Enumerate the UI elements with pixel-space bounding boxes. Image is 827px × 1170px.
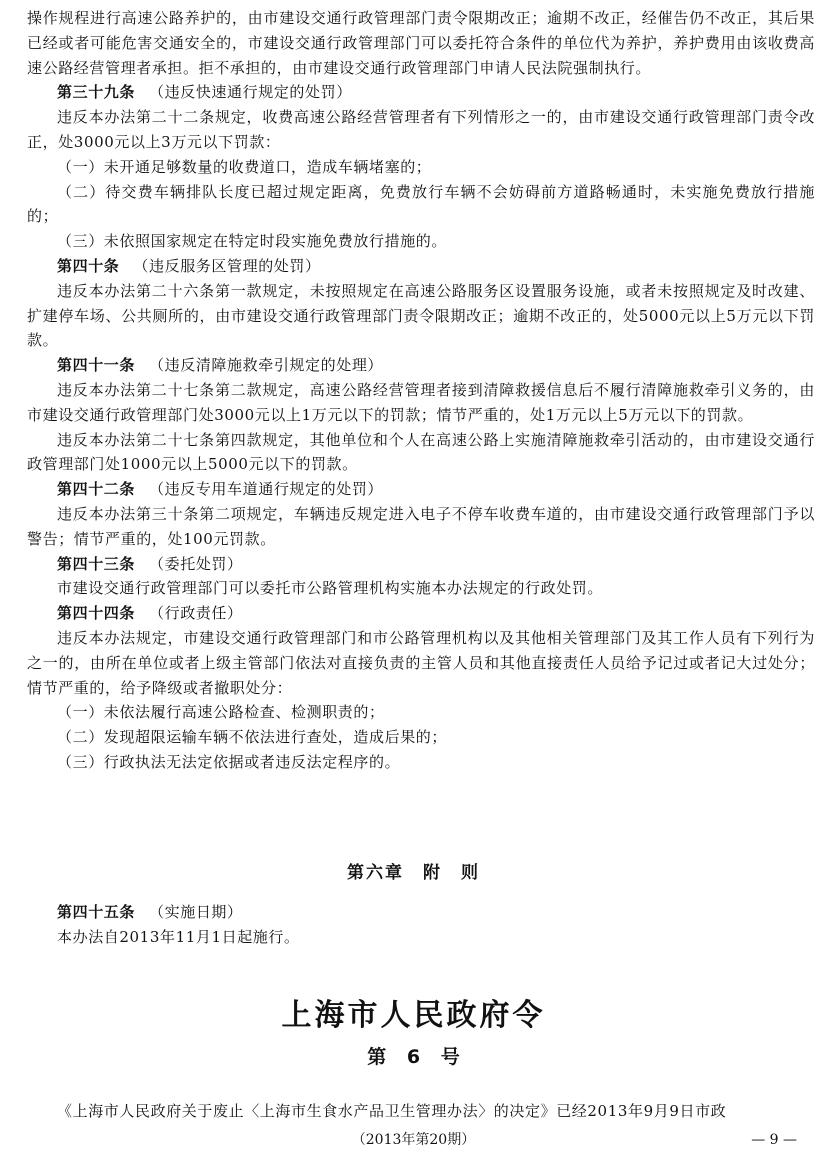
- article-heading: [27, 477, 815, 502]
- article-heading: [27, 900, 815, 925]
- article-number: 第四十二条: [57, 480, 136, 499]
- article-number: 第三十九条: [57, 83, 136, 102]
- issue-number: （2013年第20期）: [351, 1132, 476, 1148]
- article-paragraph: 违反本办法规定，市建设交通行政管理部门和市公路管理机构以及其他相关管理部门及其工作人员有下列行为之一的，由所在单位或者上级主管部门依法对直接负责的主管人员和其他直接责任人员给予记过或者记大过处分；情节严重的，给予降级或者撤职处分：: [27, 628, 815, 697]
- intro-paragraph: 操作规程进行高速公路养护的，由市建设交通行政管理部门责令限期改正；逾期不改正，经催告仍不改正，其后果已经或者可能危害交通安全的，市建设交通行政管理部门可以委托符合条件的单位代为养护，养护费用由该收费高速公路经营管理者承担。拒不承担的，由市建设交通行政管理部门申请人民法院强制执行。: [27, 9, 815, 77]
- article-title: （违反专用车道通行规定的处罚）: [149, 480, 384, 499]
- article-number: 第四十条: [57, 256, 120, 275]
- article-paragraph: 违反本办法第二十七条第四款规定，其他单位和个人在高速公路上实施清障施救牵引活动的，由市建设交通行政管理部门处1000元以上5000元以下的罚款。: [27, 430, 815, 474]
- article-number: 第四十一条: [57, 356, 136, 375]
- article-paragraph: 市建设交通行政管理部门可以委托市公路管理机构实施本办法规定的行政处罚。: [57, 579, 604, 598]
- article-heading: [27, 80, 815, 105]
- article-paragraph: 违反本办法第二十二条规定，收费高速公路经营管理者有下列情形之一的，由市建设交通行政管理部门责令改正，处3000元以上3万元以下罚款：: [27, 108, 815, 151]
- article-number: 第四十四条: [57, 604, 136, 623]
- article-45: [27, 900, 815, 950]
- article-paragraph: 违反本办法第三十条第二项规定，车辆违反规定进入电子不停车收费车道的，由市建设交通行政管理部门予以警告；情节严重的，处100元罚款。: [27, 504, 815, 548]
- article-paragraph: 违反本办法第二十七条第二款规定，高速公路经营管理者接到清障救援信息后不履行清障施救牵引义务的，由市建设交通行政管理部门处3000元以上1万元以下的罚款；情节严重的，处1万元以上5万元以下的罚款。: [27, 380, 815, 424]
- article-paragraph: （三）行政执法无法定依据或者违反法定程序的。: [57, 752, 401, 771]
- article-paragraph: 本办法自2013年11月1日起施行。: [57, 927, 300, 946]
- article-paragraph: （一）未依法履行高速公路检查、检测职责的；: [57, 703, 385, 722]
- article-paragraph: （二）待交费车辆排队长度已超过规定距离，免费放行车辆不会妨碍前方道路畅通时，未实施免费放行措施的；: [27, 182, 815, 226]
- article-paragraph: （三）未依照国家规定在特定时段实施免费放行措施的。: [57, 232, 448, 251]
- decree-title: 上海市人民政府令: [281, 998, 546, 1033]
- decree-body: 《上海市人民政府关于废止〈上海市生食水产品卫生管理办法〉的决定》已经2013年9月9日市政: [57, 1102, 727, 1120]
- article-paragraph: （二）发现超限运输车辆不依法进行查处，造成后果的；: [57, 728, 448, 747]
- article-title: （委托处罚）: [149, 554, 243, 573]
- article-title: （违反服务区管理的处罚）: [133, 256, 321, 275]
- article-paragraph: （一）未开通足够数量的收费道口，造成车辆堵塞的；: [57, 157, 432, 176]
- article-heading: [27, 552, 815, 577]
- decree-number: 第 6 号: [367, 1046, 460, 1068]
- page-number: — 9 —: [751, 1132, 797, 1148]
- article-title: （违反清障施救牵引规定的处理）: [149, 356, 384, 375]
- article-title: （实施日期）: [149, 903, 243, 921]
- chapter-heading: 第六章 附 则: [347, 863, 480, 883]
- article-title: （行政责任）: [149, 604, 243, 623]
- article-heading: [27, 601, 815, 626]
- article-paragraph: 违反本办法第二十六条第一款规定，未按照规定在高速公路服务区设置服务设施，或者未按照规定及时改建、扩建停车场、公共厕所的，由市建设交通行政管理部门责令限期改正；逾期不改正的，处5000元以上5万元以下罚款。: [27, 281, 815, 350]
- article-heading: [27, 353, 815, 378]
- article-heading: [27, 254, 815, 279]
- article-number: 第四十五条: [57, 903, 136, 921]
- article-number: 第四十三条: [57, 554, 136, 573]
- article-title: （违反快速通行规定的处罚）: [149, 83, 352, 102]
- regulation-body: [27, 6, 815, 775]
